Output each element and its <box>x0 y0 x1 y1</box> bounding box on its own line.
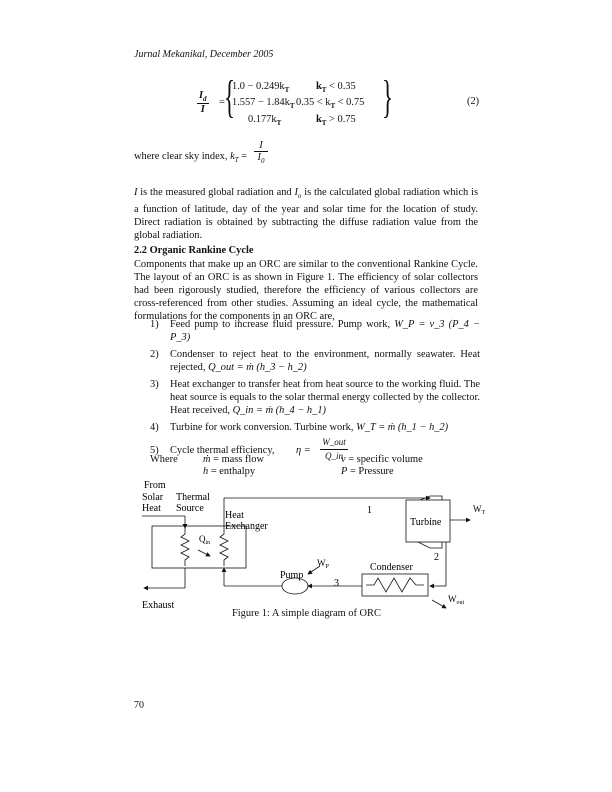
label-exhaust: Exhaust <box>142 600 175 611</box>
running-header: Jurnal Mekanikal, December 2005 <box>134 49 274 60</box>
efficiency-fraction: W_out Q_in <box>320 436 348 463</box>
heat-exchanger-box <box>152 526 246 568</box>
label-from-solar-heat: From <box>144 480 166 491</box>
right-brace: } <box>382 71 394 122</box>
left-brace: { <box>224 71 236 122</box>
list-item: 3) Heat exchanger to transfer heat from heat source to the working fluid. The heat source is equals to the solar thermal energy collected by the collector. Heat received, Q_in = ṁ (h_4 − h_1) <box>150 379 480 416</box>
cooling-arrow <box>432 600 446 608</box>
label-thermal-source: Thermal <box>176 492 210 503</box>
eq2-cond-3: $k_T > 0.75$ <box>316 114 356 128</box>
label-heat-exchanger: Heat <box>225 510 244 521</box>
label-from-solar-heat: Solar <box>142 492 164 503</box>
eq-heat-received: Q_in = ṁ (h_4 − h_1) <box>232 405 326 416</box>
clear-sky-fraction: $\frac{I}{I_0}$ <box>254 140 268 165</box>
label-wp: $W_P$ <box>317 558 329 570</box>
radiation-paragraph: I is the measured global radiation and $I_o$ is the calculated global radiation which is a function of latitude, day of the year and solar time for the location of study. Direct radiation is obtained by subtracting the diffuse radiation value from the global radiation. <box>134 187 478 242</box>
state-2: 2 <box>434 552 439 563</box>
section-heading: 2.2 Organic Rankine Cycle <box>134 245 254 256</box>
state-3: 3 <box>334 578 339 589</box>
label-turbine: Turbine <box>410 517 442 528</box>
list-item: 1) Feed pump to increase fluid pressure. Pump work, W_P = v_3 (P_4 − P_3) <box>150 319 480 343</box>
eq-heat-rejected: Q_out = ṁ (h_3 − h_2) <box>208 362 307 373</box>
legend-where: Where <box>150 454 178 465</box>
section-paragraph: Components that make up an ORC are similar to the conventional Rankine Cycle. The layout of an ORC is as shown in Figure 1. The efficiency of solar collectors had been rigorously studied, therefore the efficiency of various collectors are cross-referenced from other studies. Assuming an ideal cycle, the mathematical formulations for the components in an ORC are, <box>134 259 478 322</box>
figure-caption: Figure 1: A simple diagram of ORC <box>232 608 381 619</box>
eq2-equals: = <box>219 97 225 108</box>
list-item: 5) Cycle thermal efficiency, η = W_out Q_in <box>150 438 480 464</box>
label-wt: $W_T$ <box>473 504 486 516</box>
equation-number: (2) <box>467 96 480 107</box>
legend-enthalpy: h = enthalpy <box>203 466 256 477</box>
eq-pump-work: W_P = v_3 (P_4 − P_3) <box>170 319 480 343</box>
eq-turbine-work: W_T = ṁ (h_1 − h_2) <box>356 422 449 433</box>
list-item: 2) Condenser to reject heat to the environment, normally seawater. Heat rejected, Q_out = ṁ (h_3 − h_2) <box>150 349 480 373</box>
eq2-case-1: $1.0 - 0.249k_T$ <box>232 81 290 95</box>
label-thermal-source: Source <box>176 503 204 514</box>
legend-pressure: P = Pressure <box>341 466 394 477</box>
eq2-cond-2: $0.35 < k_T < 0.75$ <box>296 97 365 111</box>
heat-exchanger-cold-coil <box>220 528 228 566</box>
label-wout: $W_{out}$ <box>448 594 465 606</box>
orc-diagram <box>130 474 510 611</box>
eq2-cond-1: $k_T < 0.35$ <box>316 81 356 95</box>
legend-specific-volume: v = specific volume <box>341 454 423 465</box>
label-heat-exchanger: Exchanger <box>225 521 268 532</box>
eq2-case-3: $0.177k_T$ <box>248 114 282 128</box>
heat-exchanger-hot-coil <box>181 528 189 566</box>
label-condenser: Condenser <box>370 562 413 573</box>
condenser-coil <box>366 578 424 592</box>
heat-arrow <box>198 550 210 556</box>
eq2-case-2: $1.557 - 1.84k_T$ <box>232 97 295 111</box>
label-pump: Pump <box>280 570 304 581</box>
clear-sky-line: where clear sky index, $k_T$ = <box>134 151 248 165</box>
state-1: 1 <box>367 505 372 516</box>
page-number: 70 <box>134 700 144 711</box>
list-item: 4) Turbine for work conversion. Turbine work, W_T = ṁ (h_1 − h_2) <box>150 422 449 433</box>
formulation-list <box>150 318 480 468</box>
legend-mass-flow: ṁ = mass flow <box>203 454 264 465</box>
eq2-lhs: $\frac{I_d}{I}$ <box>199 90 207 116</box>
label-qin: $Q_{in}$ <box>199 534 211 546</box>
label-from-solar-heat: Heat <box>142 503 161 514</box>
